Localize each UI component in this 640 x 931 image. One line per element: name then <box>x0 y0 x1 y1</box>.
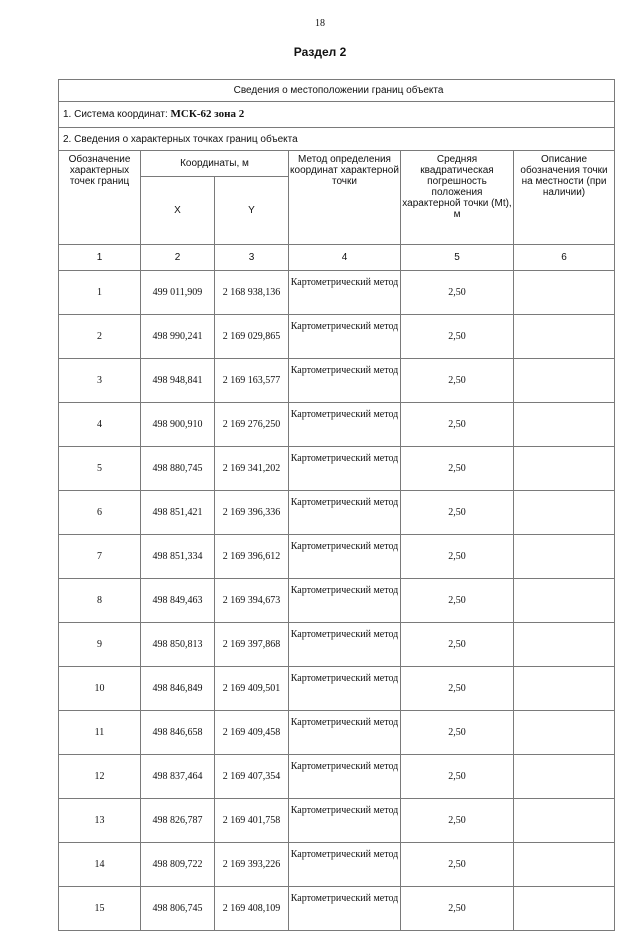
table-row <box>59 623 615 667</box>
x-coordinate-cell: 498 851,334 <box>141 535 215 579</box>
mt-cell: 2,50 <box>401 403 514 447</box>
table-row <box>59 755 615 799</box>
table-row <box>59 315 615 359</box>
table-row <box>59 359 615 403</box>
description-cell <box>514 359 615 403</box>
x-coordinate-cell: 498 851,421 <box>141 491 215 535</box>
point-number-cell: 5 <box>59 447 141 491</box>
table-row <box>59 667 615 711</box>
point-number-cell: 8 <box>59 579 141 623</box>
method-cell: Картометрический метод <box>289 359 401 403</box>
point-number-cell: 14 <box>59 843 141 887</box>
y-coordinate-cell: 2 169 409,458 <box>215 711 289 755</box>
x-coordinate-cell: 498 900,910 <box>141 403 215 447</box>
y-coordinate-cell: 2 169 276,250 <box>215 403 289 447</box>
description-cell <box>514 579 615 623</box>
x-coordinate-cell: 498 826,787 <box>141 799 215 843</box>
column-number: 3 <box>215 245 289 271</box>
header-y: Y <box>215 177 289 245</box>
x-coordinate-cell: 498 837,464 <box>141 755 215 799</box>
x-coordinate-cell: 498 846,658 <box>141 711 215 755</box>
y-coordinate-cell: 2 169 396,612 <box>215 535 289 579</box>
mt-cell: 2,50 <box>401 887 514 931</box>
table-row <box>59 447 615 491</box>
mt-cell: 2,50 <box>401 843 514 887</box>
method-cell: Картометрический метод <box>289 535 401 579</box>
point-number-cell: 1 <box>59 271 141 315</box>
method-cell: Картометрический метод <box>289 623 401 667</box>
table-row <box>59 403 615 447</box>
point-number-cell: 11 <box>59 711 141 755</box>
description-cell <box>514 755 615 799</box>
mt-cell: 2,50 <box>401 755 514 799</box>
y-coordinate-cell: 2 169 409,501 <box>215 667 289 711</box>
point-number-cell: 12 <box>59 755 141 799</box>
header-description: Описание обозначения точки на местности (при наличии) <box>514 151 615 245</box>
description-cell <box>514 315 615 359</box>
method-cell: Картометрический метод <box>289 447 401 491</box>
method-cell: Картометрический метод <box>289 843 401 887</box>
points-section-label: 2. Сведения о характерных точках границ объекта <box>59 128 615 151</box>
column-number: 2 <box>141 245 215 271</box>
y-coordinate-cell: 2 169 401,758 <box>215 799 289 843</box>
y-coordinate-cell: 2 169 393,226 <box>215 843 289 887</box>
x-coordinate-cell: 498 806,745 <box>141 887 215 931</box>
header-x: X <box>141 177 215 245</box>
point-number-cell: 15 <box>59 887 141 931</box>
header-error: Средняя квадратическая погрешность положения характерной точки (Mt), м <box>401 151 514 245</box>
point-number-cell: 9 <box>59 623 141 667</box>
x-coordinate-cell: 498 850,813 <box>141 623 215 667</box>
description-cell <box>514 271 615 315</box>
mt-cell: 2,50 <box>401 667 514 711</box>
column-number: 6 <box>514 245 615 271</box>
point-number-cell: 2 <box>59 315 141 359</box>
description-cell <box>514 711 615 755</box>
table-row <box>59 843 615 887</box>
y-coordinate-cell: 2 169 163,577 <box>215 359 289 403</box>
method-cell: Картометрический метод <box>289 887 401 931</box>
page-number: 18 <box>315 18 325 29</box>
table-row <box>59 799 615 843</box>
x-coordinate-cell: 498 990,241 <box>141 315 215 359</box>
y-coordinate-cell: 2 168 938,136 <box>215 271 289 315</box>
method-cell: Картометрический метод <box>289 403 401 447</box>
x-coordinate-cell: 498 849,463 <box>141 579 215 623</box>
table-row <box>59 271 615 315</box>
table-row <box>59 579 615 623</box>
mt-cell: 2,50 <box>401 447 514 491</box>
point-number-cell: 4 <box>59 403 141 447</box>
method-cell: Картометрический метод <box>289 579 401 623</box>
method-cell: Картометрический метод <box>289 755 401 799</box>
mt-cell: 2,50 <box>401 315 514 359</box>
mt-cell: 2,50 <box>401 359 514 403</box>
point-number-cell: 3 <box>59 359 141 403</box>
coord-system-label: 1. Система координат: <box>63 109 168 120</box>
column-number: 1 <box>59 245 141 271</box>
method-cell: Картометрический метод <box>289 491 401 535</box>
y-coordinate-cell: 2 169 408,109 <box>215 887 289 931</box>
description-cell <box>514 887 615 931</box>
method-cell: Картометрический метод <box>289 711 401 755</box>
point-number-cell: 6 <box>59 491 141 535</box>
header-coordinates: Координаты, м <box>141 151 289 177</box>
section-title: Раздел 2 <box>293 45 347 59</box>
description-cell <box>514 447 615 491</box>
mt-cell: 2,50 <box>401 623 514 667</box>
method-cell: Картометрический метод <box>289 799 401 843</box>
point-number-cell: 13 <box>59 799 141 843</box>
point-number-cell: 10 <box>59 667 141 711</box>
table-row <box>59 535 615 579</box>
mt-cell: 2,50 <box>401 711 514 755</box>
method-cell: Картометрический метод <box>289 315 401 359</box>
table-row <box>59 887 615 931</box>
x-coordinate-cell: 498 948,841 <box>141 359 215 403</box>
coord-system-row <box>59 102 615 128</box>
y-coordinate-cell: 2 169 397,868 <box>215 623 289 667</box>
description-cell <box>514 843 615 887</box>
y-coordinate-cell: 2 169 394,673 <box>215 579 289 623</box>
column-numbers-row <box>59 245 615 271</box>
mt-cell: 2,50 <box>401 579 514 623</box>
table-title: Сведения о местоположении границ объекта <box>59 80 615 102</box>
column-number: 5 <box>401 245 514 271</box>
method-cell: Картометрический метод <box>289 667 401 711</box>
x-coordinate-cell: 498 880,745 <box>141 447 215 491</box>
y-coordinate-cell: 2 169 407,354 <box>215 755 289 799</box>
mt-cell: 2,50 <box>401 535 514 579</box>
description-cell <box>514 403 615 447</box>
y-coordinate-cell: 2 169 341,202 <box>215 447 289 491</box>
method-cell: Картометрический метод <box>289 271 401 315</box>
description-cell <box>514 667 615 711</box>
table-row <box>59 711 615 755</box>
x-coordinate-cell: 498 846,849 <box>141 667 215 711</box>
mt-cell: 2,50 <box>401 799 514 843</box>
boundary-points-table <box>58 79 615 931</box>
mt-cell: 2,50 <box>401 271 514 315</box>
y-coordinate-cell: 2 169 396,336 <box>215 491 289 535</box>
column-number: 4 <box>289 245 401 271</box>
y-coordinate-cell: 2 169 029,865 <box>215 315 289 359</box>
description-cell <box>514 535 615 579</box>
description-cell <box>514 491 615 535</box>
description-cell <box>514 623 615 667</box>
coord-system-value: МСК-62 зона 2 <box>170 108 245 120</box>
description-cell <box>514 799 615 843</box>
x-coordinate-cell: 498 809,722 <box>141 843 215 887</box>
table-row <box>59 491 615 535</box>
x-coordinate-cell: 499 011,909 <box>141 271 215 315</box>
mt-cell: 2,50 <box>401 491 514 535</box>
header-method: Метод определения координат характерной точки <box>289 151 401 245</box>
point-number-cell: 7 <box>59 535 141 579</box>
header-point: Обозначение характерных точек границ <box>59 151 141 245</box>
